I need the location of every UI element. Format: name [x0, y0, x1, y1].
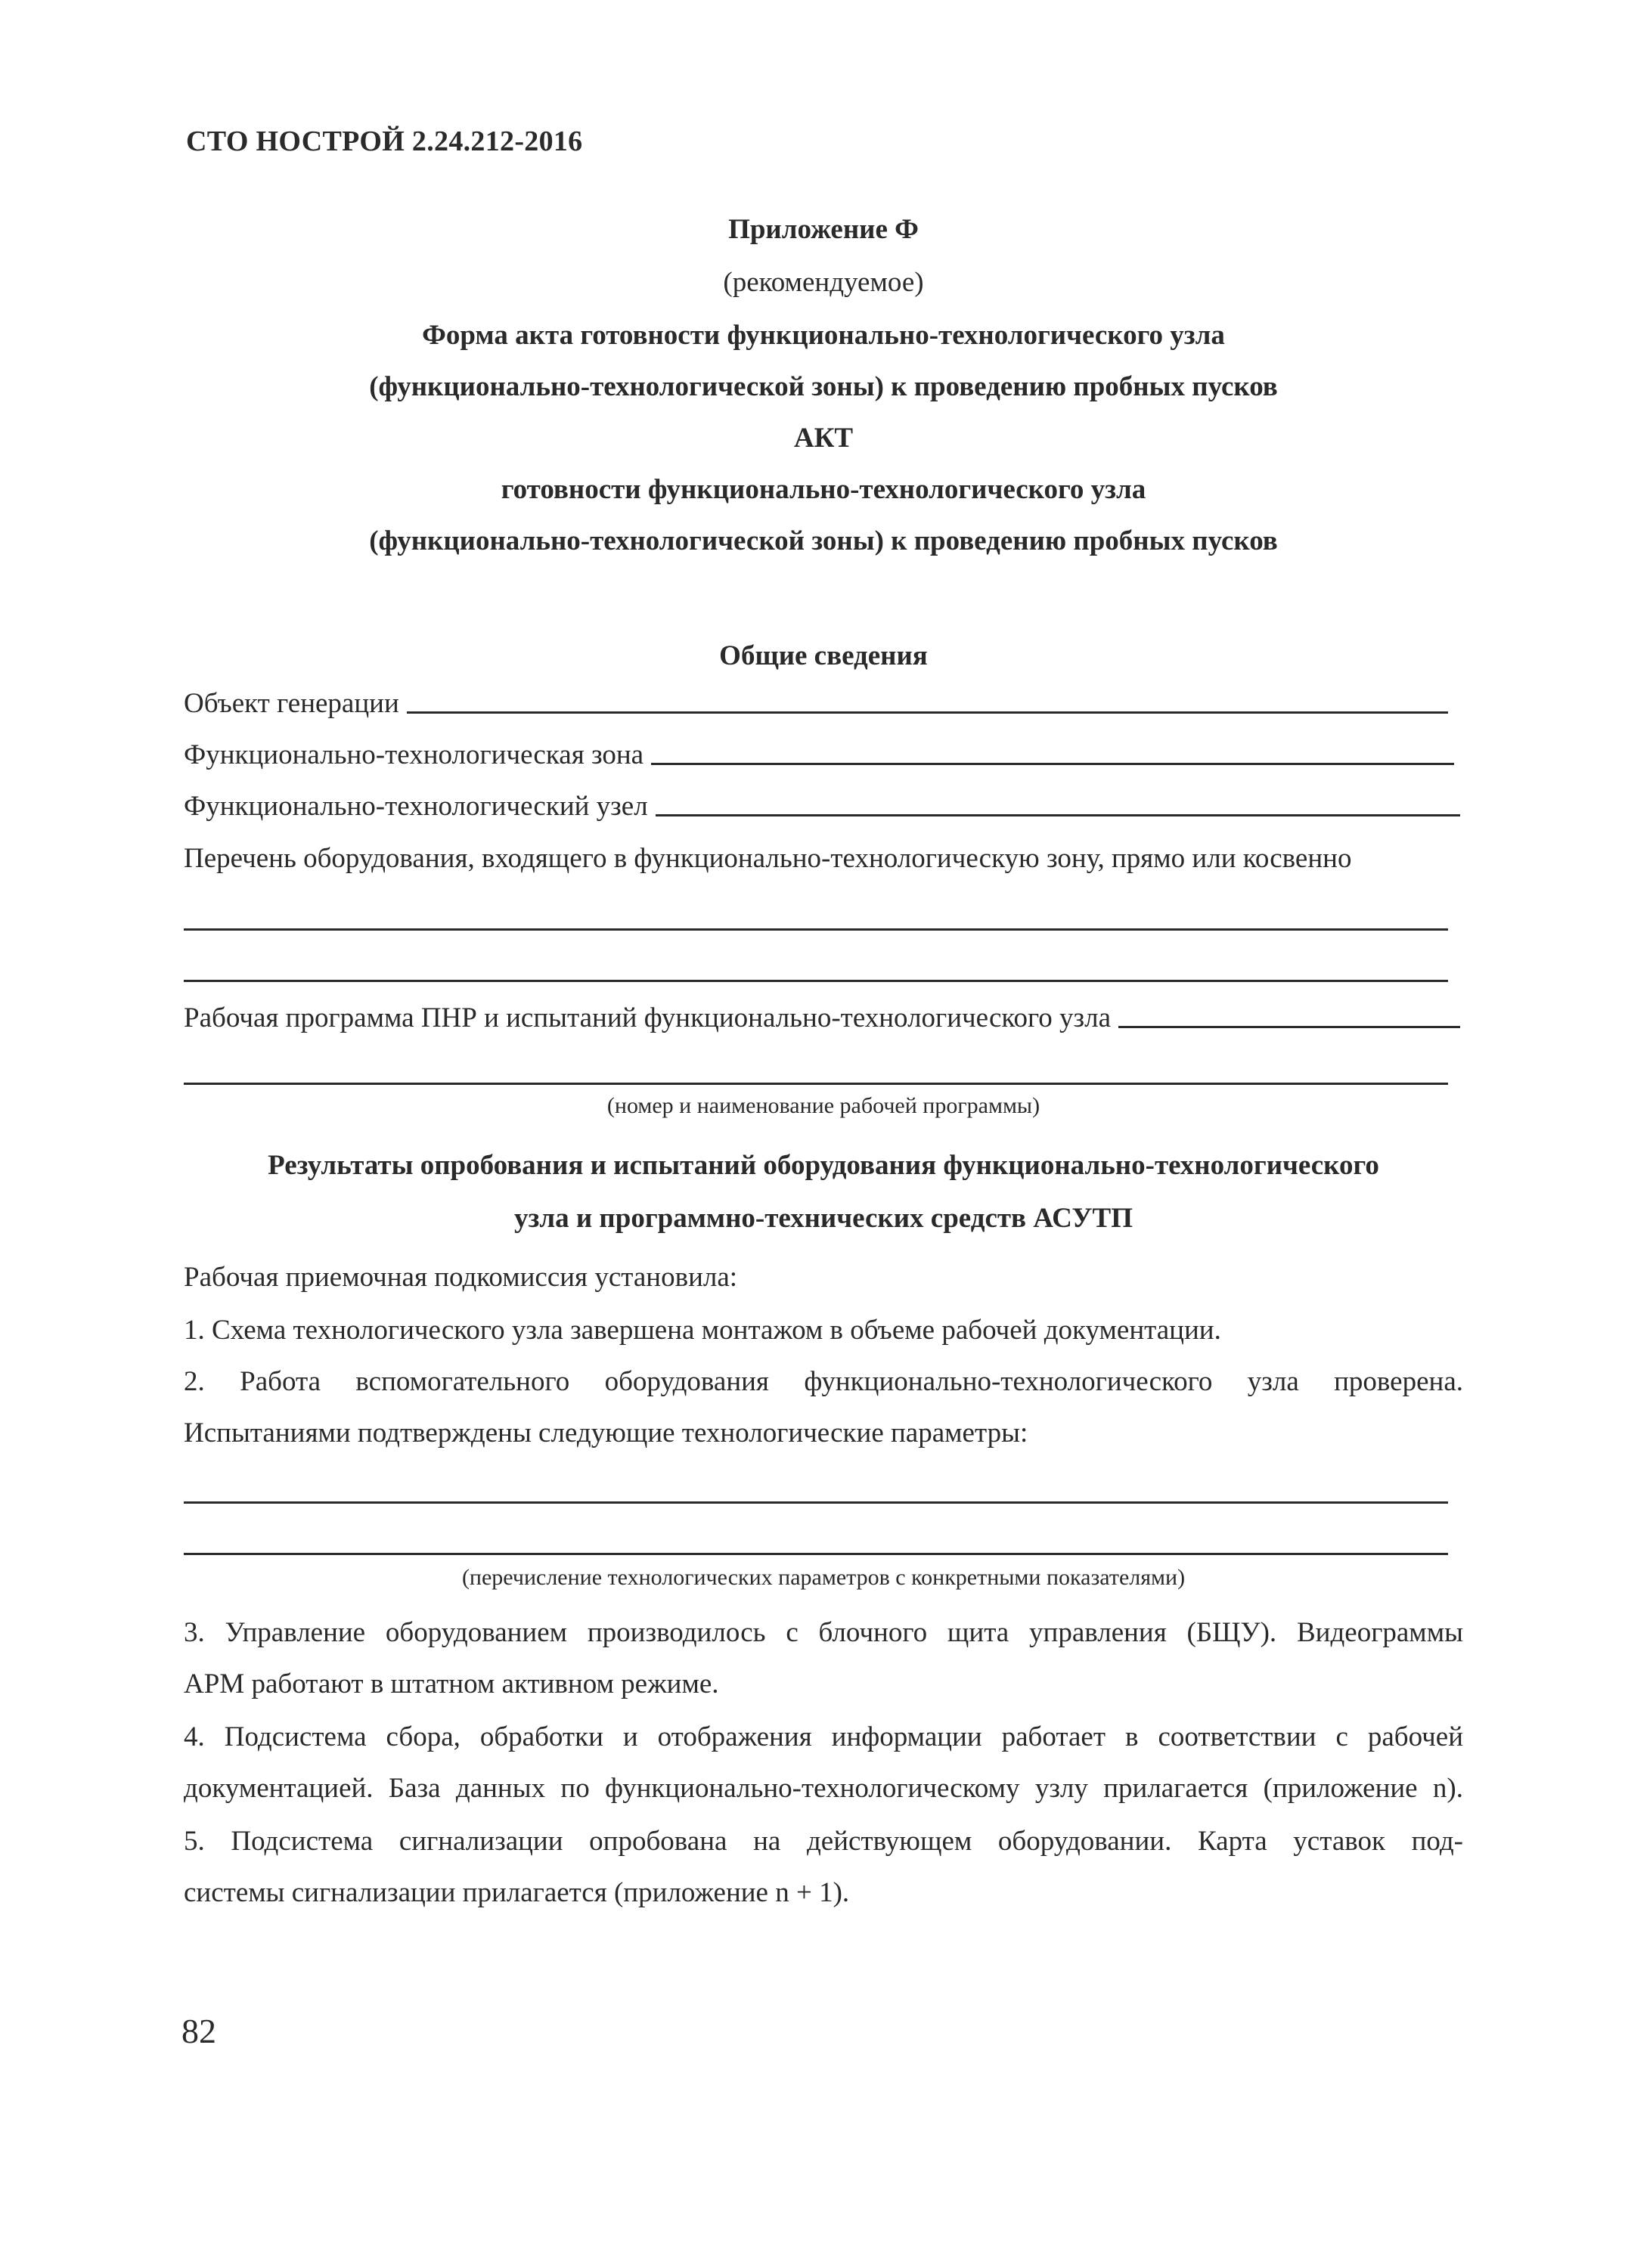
form-title-line1: Форма акта готовности функционально-технологического узла	[422, 320, 1225, 351]
standard-code: СТО НОСТРОЙ 2.24.212-2016	[186, 125, 583, 157]
equipment-label: Перечень оборудования, входящего в функционально-технологическую зону, прямо или косвенно	[184, 843, 1352, 874]
object-label: Объект генерации	[184, 688, 399, 719]
item-1: 1. Схема технологического узла завершена монтажом в объеме рабочей документации.	[184, 1315, 1221, 1346]
general-heading: Общие сведения	[719, 640, 928, 671]
item-5-line2: системы сигнализации прилагается (приложение n + 1).	[184, 1877, 850, 1908]
node-field[interactable]	[184, 785, 1460, 823]
act-title-line2: (функционально-технологической зоны) к проведению пробных пусков	[369, 525, 1278, 556]
act-heading: АКТ	[793, 423, 854, 454]
item-4-line1: 4. Подсистема сбора, обработки и отображения информации работает в соответствии с рабочей	[184, 1721, 1463, 1752]
results-heading-line2: узла и программно-технических средств АСУТП	[513, 1203, 1133, 1234]
item-2-line1: 2. Работа вспомогательного оборудования функционально-технологического узла проверена.	[184, 1366, 1463, 1397]
program-caption: (номер и наименование рабочей программы)	[606, 1093, 1040, 1118]
zone-label: Функционально-технологическая зона	[184, 739, 644, 770]
results-heading-line1: Результаты опробования и испытаний оборудования функционально-технологического	[268, 1150, 1379, 1181]
program-input-line[interactable]	[1118, 1026, 1460, 1028]
object-input-line[interactable]	[407, 711, 1448, 714]
appendix-title: Приложение Ф	[728, 214, 919, 245]
commission-intro: Рабочая приемочная подкомиссия установила:	[184, 1262, 738, 1293]
appendix-status: (рекомендуемое)	[723, 267, 924, 298]
item-4-line2: документацией. База данных по функционально-технологическому узлу прилагается (приложение n).	[184, 1773, 1463, 1804]
program-field[interactable]	[184, 996, 1460, 1034]
program-label: Рабочая программа ПНР и испытаний функционально-технологического узла	[184, 1002, 1111, 1033]
params-line-2[interactable]	[184, 1553, 1448, 1555]
act-title-line1: готовности функционально-технологического узла	[501, 474, 1146, 505]
item-3-line1: 3. Управление оборудованием производилось с блочного щита управления (БЩУ). Видеограммы	[184, 1617, 1463, 1648]
form-title-line2: (функционально-технологической зоны) к проведению пробных пусков	[369, 371, 1278, 402]
page-number: 82	[181, 2012, 216, 2050]
item-2-line2: Испытаниями подтверждены следующие технологические параметры:	[184, 1418, 1028, 1448]
equipment-line-1[interactable]	[184, 928, 1448, 931]
zone-field[interactable]	[184, 733, 1454, 771]
zone-input-line[interactable]	[651, 763, 1454, 765]
program-line-2[interactable]	[184, 1083, 1448, 1085]
equipment-line-2[interactable]	[184, 980, 1448, 982]
params-caption: (перечисление технологических параметров с конкретными показателями)	[461, 1565, 1186, 1590]
object-field[interactable]	[184, 682, 1448, 720]
params-line-1[interactable]	[184, 1501, 1448, 1504]
item-3-line2: АРМ работают в штатном активном режиме.	[184, 1668, 719, 1699]
node-label: Функционально-технологический узел	[184, 791, 648, 822]
node-input-line[interactable]	[656, 814, 1460, 816]
item-5-line1: 5. Подсистема сигнализации опробована на действующем оборудовании. Карта уставок под-	[184, 1826, 1463, 1857]
